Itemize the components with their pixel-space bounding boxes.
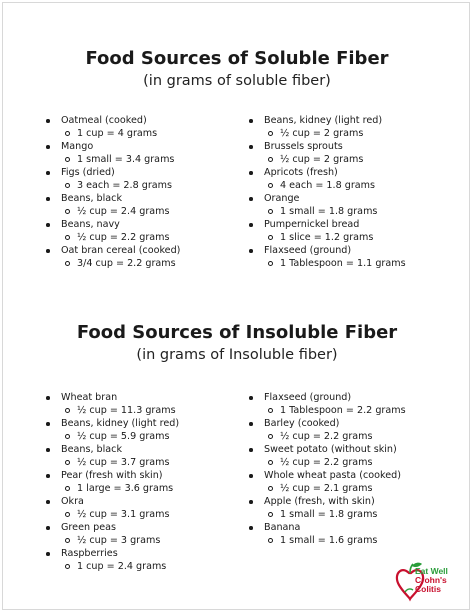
food-name: Sweet potato (without skin) (240, 443, 450, 456)
food-name: Beans, kidney (light red) (240, 114, 450, 127)
soluble-fiber-section (3, 47, 471, 269)
fiber-amount: 1 slice = 1.2 grams (240, 231, 450, 244)
list-item (240, 495, 450, 521)
fiber-amount: 1 cup = 2.4 grams (37, 560, 227, 573)
fiber-amount: ½ cup = 2.4 grams (37, 205, 227, 218)
list-item (240, 140, 450, 166)
fiber-amount: ½ cup = 11.3 grams (37, 404, 227, 417)
list-item (37, 469, 227, 495)
food-name: Green peas (37, 521, 227, 534)
food-name: Figs (dried) (37, 166, 227, 179)
food-name: Whole wheat pasta (cooked) (240, 469, 450, 482)
list-item (240, 218, 450, 244)
fiber-amount: 1 small = 3.4 grams (37, 153, 227, 166)
list-item (240, 417, 450, 443)
soluble-left-column (37, 114, 227, 270)
list-item (240, 166, 450, 192)
fiber-amount: ½ cup = 2.2 grams (240, 456, 450, 469)
food-name: Apple (fresh, with skin) (240, 495, 450, 508)
fiber-amount: 1 small = 1.8 grams (240, 508, 450, 521)
logo-line-colitis: Colitis (415, 584, 441, 594)
soluble-right-list (240, 114, 450, 270)
fiber-amount: ½ cup = 5.9 grams (37, 430, 227, 443)
food-name: Beans, navy (37, 218, 227, 231)
list-item (37, 495, 227, 521)
list-item (37, 521, 227, 547)
food-name: Wheat bran (37, 391, 227, 404)
list-item (240, 114, 450, 140)
food-name: Barley (cooked) (240, 417, 450, 430)
list-item (240, 469, 450, 495)
logo-line-eat-well: Eat Well (415, 566, 448, 576)
soluble-title: Food Sources of Soluble Fiber (85, 48, 389, 69)
insoluble-right-list (240, 391, 450, 547)
logo-line-crohns: Crohn's (415, 575, 447, 585)
food-name: Banana (240, 521, 450, 534)
list-item (37, 166, 227, 192)
list-item (37, 244, 227, 270)
logo-text (415, 567, 448, 594)
fiber-amount: 1 small = 1.8 grams (240, 205, 450, 218)
fiber-amount: 1 large = 3.6 grams (37, 482, 227, 495)
list-item (240, 443, 450, 469)
list-item (240, 391, 450, 417)
fiber-amount: ½ cup = 2.2 grams (240, 430, 450, 443)
food-name: Raspberries (37, 547, 227, 560)
fiber-amount: 4 each = 1.8 grams (240, 179, 450, 192)
insoluble-title: Food Sources of Insoluble Fiber (76, 322, 398, 343)
fiber-amount: 1 small = 1.6 grams (240, 534, 450, 547)
fiber-amount: ½ cup = 3 grams (37, 534, 227, 547)
food-name: Brussels sprouts (240, 140, 450, 153)
food-name: Beans, kidney (light red) (37, 417, 227, 430)
list-item (37, 417, 227, 443)
insoluble-left-list (37, 391, 227, 573)
document-page (2, 2, 470, 610)
eat-well-crohns-colitis-logo (395, 559, 461, 605)
insoluble-right-column (240, 391, 450, 547)
fiber-amount: 1 Tablespoon = 2.2 grams (240, 404, 450, 417)
soluble-subtitle: (in grams of soluble fiber) (143, 73, 331, 89)
list-item (37, 114, 227, 140)
fiber-amount: ½ cup = 2 grams (240, 153, 450, 166)
insoluble-subtitle: (in grams of Insoluble fiber) (136, 347, 338, 363)
food-name: Pear (fresh with skin) (37, 469, 227, 482)
fiber-amount: 3 each = 2.8 grams (37, 179, 227, 192)
fiber-amount: 3/4 cup = 2.2 grams (37, 257, 227, 270)
list-item (37, 192, 227, 218)
list-item (37, 140, 227, 166)
fiber-amount: 1 Tablespoon = 1.1 grams (240, 257, 450, 270)
fiber-amount: ½ cup = 3.1 grams (37, 508, 227, 521)
food-name: Beans, black (37, 192, 227, 205)
food-name: Flaxseed (ground) (240, 244, 450, 257)
food-name: Flaxseed (ground) (240, 391, 450, 404)
fiber-amount: ½ cup = 3.7 grams (37, 456, 227, 469)
list-item (37, 391, 227, 417)
food-name: Oat bran cereal (cooked) (37, 244, 227, 257)
list-item (37, 547, 227, 573)
food-name: Apricots (fresh) (240, 166, 450, 179)
food-name: Pumpernickel bread (240, 218, 450, 231)
soluble-left-list (37, 114, 227, 270)
food-name: Okra (37, 495, 227, 508)
food-name: Orange (240, 192, 450, 205)
insoluble-left-column (37, 391, 227, 573)
soluble-right-column (240, 114, 450, 270)
food-name: Mango (37, 140, 227, 153)
fiber-amount: ½ cup = 2 grams (240, 127, 450, 140)
food-name: Beans, black (37, 443, 227, 456)
list-item (240, 521, 450, 547)
list-item (240, 192, 450, 218)
food-name: Oatmeal (cooked) (37, 114, 227, 127)
fiber-amount: 1 cup = 4 grams (37, 127, 227, 140)
fiber-amount: ½ cup = 2.1 grams (240, 482, 450, 495)
list-item (37, 218, 227, 244)
fiber-amount: ½ cup = 2.2 grams (37, 231, 227, 244)
list-item (240, 244, 450, 270)
list-item (37, 443, 227, 469)
